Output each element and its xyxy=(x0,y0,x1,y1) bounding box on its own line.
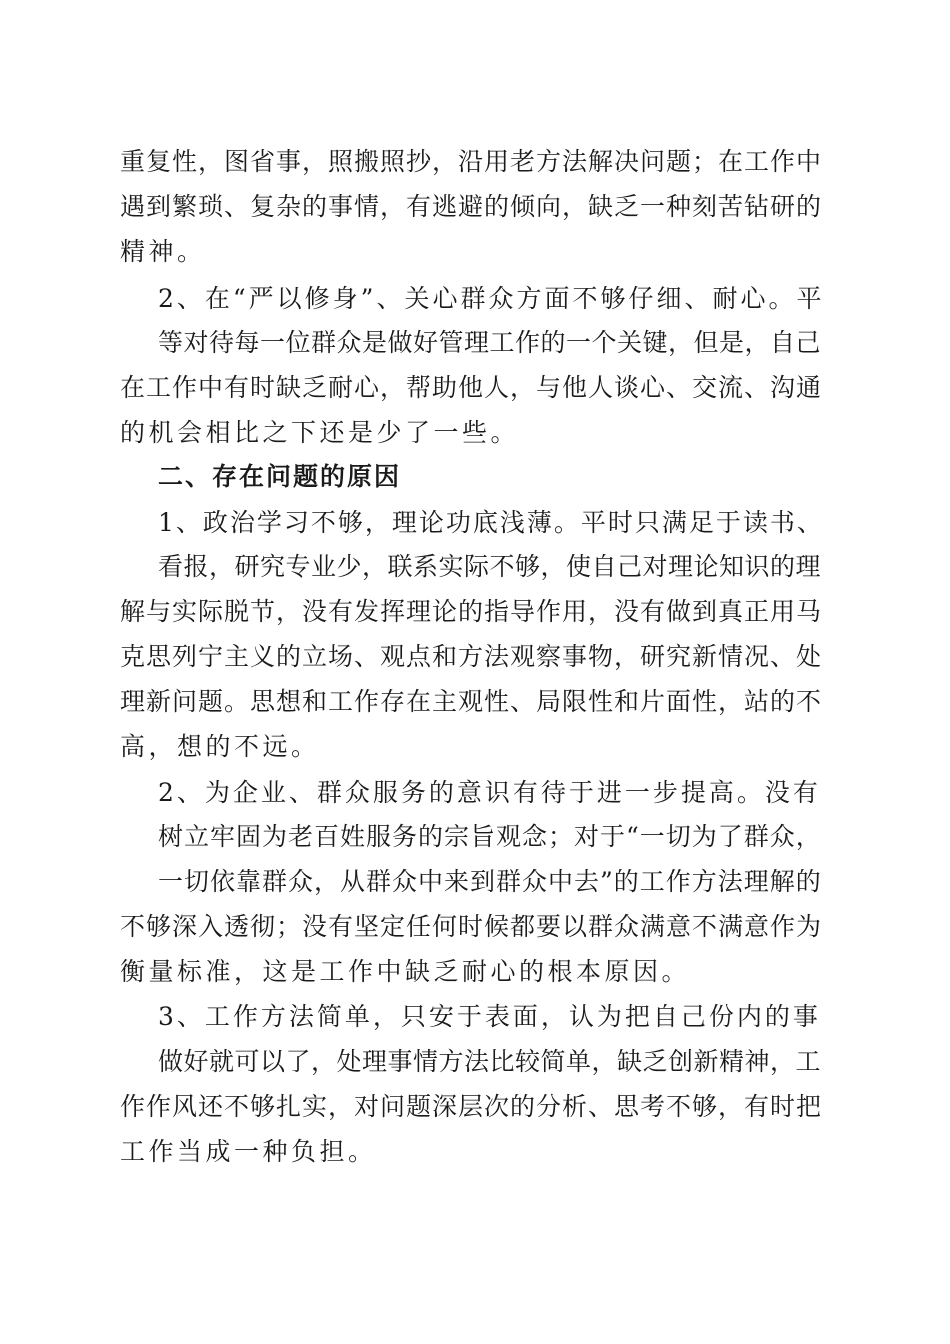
text-line: 的机会相比之下还是少了一些。 xyxy=(120,418,520,447)
text-line: 工作当成一种负担。 xyxy=(120,1137,377,1166)
text-line: 做好就可以了，处理事情方法比较简单，缺乏创新精神，工 xyxy=(158,1047,822,1076)
text-line: 看报，研究专业少，联系实际不够，使自己对理论知识的理 xyxy=(158,552,822,581)
text-line: 理新问题。思想和工作存在主观性、局限性和片面性，站的不 xyxy=(120,687,823,716)
text-line: 遇到繁琐、复杂的事情，有逃避的倾向，缺乏一种刻苦钻研的 xyxy=(120,192,823,221)
text-line: 一切依靠群众，从群众中来到群众中去”的工作方法理解的 xyxy=(158,867,822,896)
text-line: 衡量标准，这是工作中缺乏耐心的根本原因。 xyxy=(120,957,691,986)
text-line: 树立牢固为老百姓服务的宗旨观念；对于“一切为了群众， xyxy=(158,822,822,851)
text-line: 重复性，图省事，照搬照抄，沿用老方法解决问题；在工作中 xyxy=(120,147,823,176)
section-heading: 二、存在问题的原因 xyxy=(158,462,402,491)
text-line: 克思列宁主义的立场、观点和方法观察事物，研究新情况、处 xyxy=(120,642,823,671)
text-line: 1、政治学习不够，理论功底浅薄。平时只满足于读书、 xyxy=(158,508,824,537)
text-line: 高，想的不远。 xyxy=(120,732,320,761)
text-line: 等对待每一位群众是做好管理工作的一个关键，但是，自己 xyxy=(158,328,822,357)
text-line: 解与实际脱节，没有发挥理论的指导作用，没有做到真正用马 xyxy=(120,597,823,626)
text-line: 作作风还不够扎实，对问题深层次的分析、思考不够，有时把 xyxy=(120,1092,823,1121)
text-line: 不够深入透彻；没有坚定任何时候都要以群众满意不满意作为 xyxy=(120,912,823,941)
text-line: 在工作中有时缺乏耐心，帮助他人，与他人谈心、交流、沟通 xyxy=(120,373,823,402)
text-line: 精神。 xyxy=(120,237,206,266)
text-line: 2、为企业、群众服务的意识有待于进一步提高。没有 xyxy=(158,778,821,807)
text-line: 2、在“严以修身”、关心群众方面不够仔细、耐心。平 xyxy=(158,284,825,313)
text-line: 3、工作方法简单，只安于表面，认为把自己份内的事 xyxy=(158,1002,821,1031)
